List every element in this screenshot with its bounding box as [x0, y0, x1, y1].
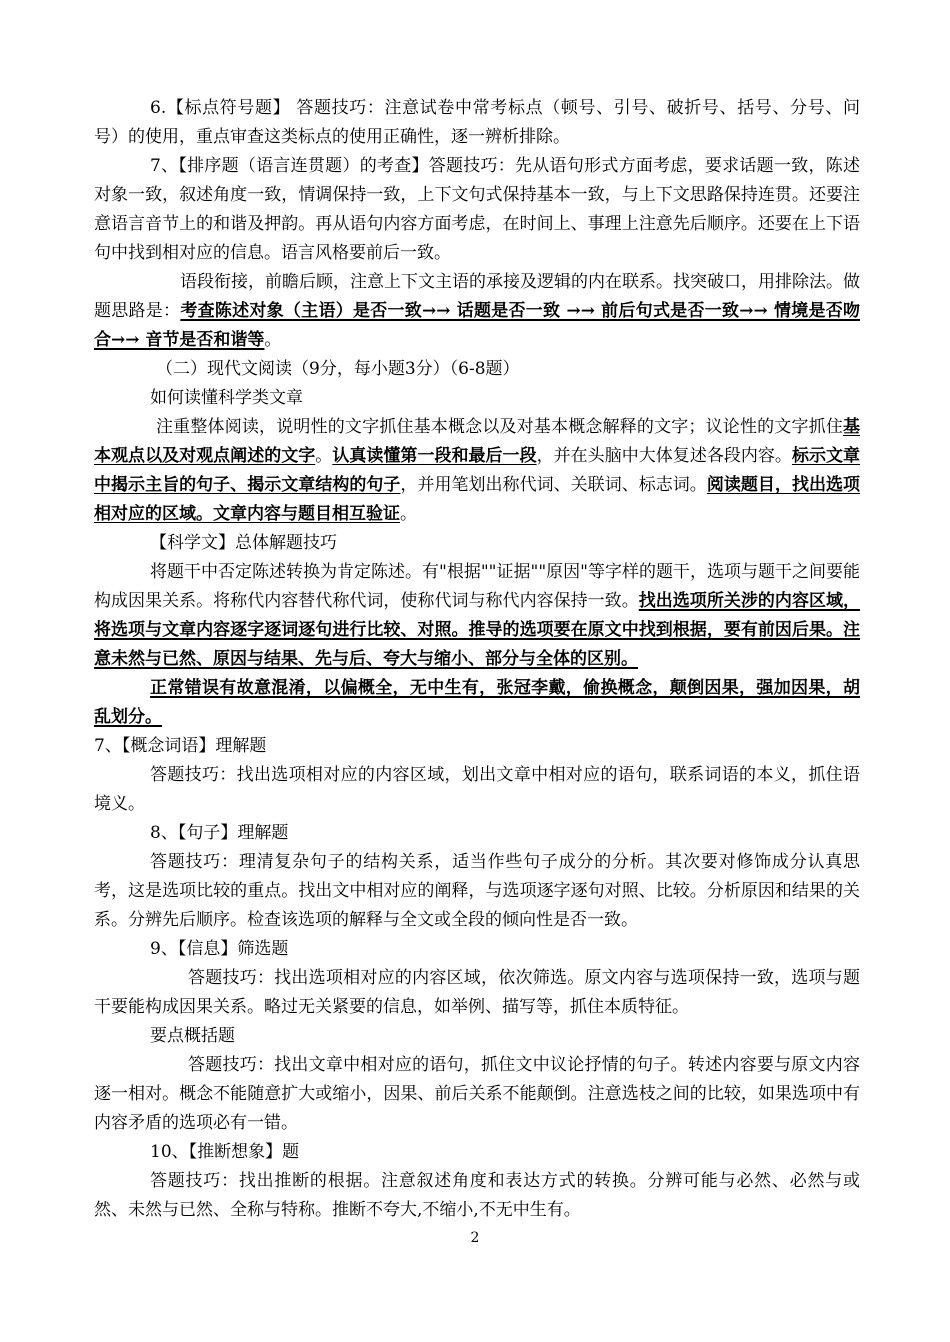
q8-heading: 8、【句子】理解题 [150, 823, 289, 843]
summary-heading: 要点概括题 [150, 1026, 235, 1046]
q9-heading: 9、【信息】筛选题 [150, 939, 289, 959]
section-heading-modern-reading: （二）现代文阅读（9分，每小题3分）（6-8题） [156, 359, 520, 379]
q7-body: 答题技巧：找出选项相对应的内容区域，划出文章中相对应的语句，联系词语的本义，抓住语境义。 [94, 765, 860, 814]
section-7-paragraph-linking: 语段衔接，前瞻后顾，注意上下文主语的承接及逻辑的内在联系。找突破口，用排除法。做题思路是：考查陈述对象（主语）是否一致→→ 话题是否一致 →→ 前后句式是否一致→→ 情境是否吻合→→ 音节是否和谐等。 [94, 272, 861, 350]
science-technique-paragraph: 将题干中否定陈述转换为肯定陈述。有"根据""证据""原因"等字样的题干，选项与题干之间要能构成因果关系。将称代内容替代称代词，使称代词与称代内容保持一致。找出选项所关涉的内容区域，将选项与文章内容逐字逐词逐句进行比较、对照。推导的选项要在原文中找到根据，要有前因后果。注意未然与已然、原因与结果、先与后、夸大与缩小、部分与全体的区别。 [94, 562, 861, 669]
science-heading: 【科学文】总体解题技巧 [150, 533, 337, 553]
page-number: 2 [470, 1230, 480, 1246]
section-6-punctuation: 6.【标点符号题】 答题技巧：注意试卷中常考标点（顿号、引号、破折号、括号、分号、问号）的使用，重点审查这类标点的使用正确性，逐一辨析排除。 [94, 98, 860, 147]
q10-body: 答题技巧：找出推断的根据。注意叙述角度和表达方式的转换。分辨可能与必然、必然与或然、未然与已然、全称与特称。推断不夸大,不缩小,不无中生有。 [94, 1171, 860, 1220]
reading-guidance-paragraph: 注重整体阅读，说明性的文字抓住基本概念以及对基本概念解释的文字；议论性的文字抓住基本观点以及对观点阐述的文字。认真读懂第一段和最后一段，并在头脑中大体复述各段内容。标示文章中揭示主旨的句子、揭示文章结构的句子，并用笔划出称代词、关联词、标志词。阅读题目，找出选项相对应的区域。文章内容与题目相互验证。 [94, 417, 861, 524]
emphasized-text: 认真读懂第一段和最后一段 [332, 446, 537, 466]
common-errors-paragraph [94, 674, 860, 732]
emphasized-text: 考查陈述对象（主语）是否一致→→ 话题是否一致 →→ 前后句式是否一致→→ 情境是否吻合→→ 音节是否和谐等 [94, 301, 861, 350]
q9-body: 答题技巧：找出选项相对应的内容区域，依次筛选。原文内容与选项保持一致，选项与题干要能构成因果关系。略过无关紧要的信息，如举例、描写等，抓住本质特征。 [94, 968, 860, 1017]
q7-heading: 7、【概念词语】理解题 [94, 736, 267, 756]
document-page [94, 94, 860, 1225]
summary-body: 答题技巧：找出文章中相对应的语句，抓住文中议论抒情的句子。转述内容要与原文内容逐一相对。概念不能随意扩大或缩小，因果、前后关系不能颠倒。注意选枝之间的比较，如果选项中有内容矛盾的选项必有一错。 [94, 1055, 860, 1133]
emphasized-text: 阅读题目，找出选项相对应的区域。文章内容与题目相互验证 [94, 475, 861, 524]
q8-body: 答题技巧：理清复杂句子的结构关系，适当作些句子成分的分析。其次要对修饰成分认真思考，这是选项比较的重点。找出文中相对应的阐释，与选项逐字逐句对照、比较。分析原因和结果的关系。分辨先后顺序。检查该选项的解释与全文或全段的倾向性是否一致。 [94, 852, 860, 930]
emphasized-text: 找出选项所关涉的内容区域，将选项与文章内容逐字逐词逐句进行比较、对照。推导的选项要在原文中找到根据，要有前因后果。注意未然与已然、原因与结果、先与后、夸大与缩小、部分与全体的区别。 [94, 591, 861, 669]
subheading-how-to-read: 如何读懂科学类文章 [150, 388, 303, 408]
emphasized-text: 正常错误有故意混淆，以偏概全，无中生有，张冠李戴，偷换概念，颠倒因果，强加因果，胡乱划分。 [94, 678, 860, 727]
emphasized-text: 标示文章中揭示主旨的句子、揭示文章结构的句子 [94, 446, 861, 495]
section-7-sequencing: 7、【排序题（语言连贯题）的考查】答题技巧：先从语句形式方面考虑，要求话题一致，陈述对象一致，叙述角度一致，情调保持一致，上下文句式保持基本一致，与上下文思路保持连贯。还要注意语言音节上的和谐及押韵。再从语句内容方面考虑，在时间上、事理上注意先后顺序。还要在上下语句中找到相对应的信息。语言风格要前后一致。 [94, 156, 860, 263]
q10-heading: 10、【推断想象】题 [150, 1142, 300, 1162]
emphasized-text: 基本观点以及对观点阐述的文字 [94, 417, 860, 466]
